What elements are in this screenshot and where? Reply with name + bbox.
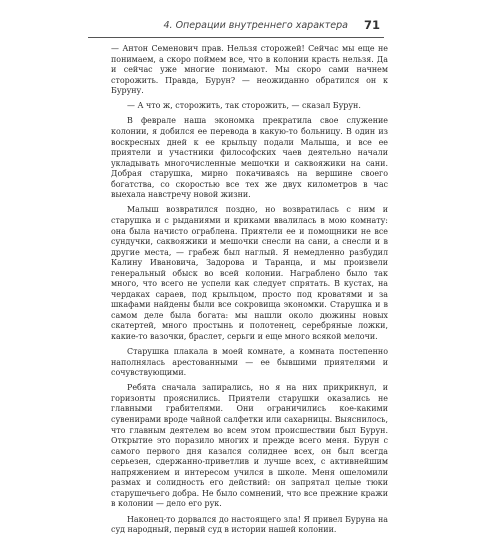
body-text [111,44,388,540]
page-number: 71 [364,18,381,32]
paragraph: Малыш возвратился поздно, но возвратилась с ним и старушка и с рыданиями и криками ввалилась в мою комнату: она была начисто ограблена. Приятели ее и помощники не все сундучки, саквояжики и мешочки снесли на сани, а снесли и в другие места, — грабеж был наглый. Я немедленно разбудил Калину Ивановича, Задорова и Таранца, и мы произвели генеральный обыск во всей колонии. Награблено было так много, что всего не успели как следует спрятать. В кустах, на чердаках сараев, под крыльцом, просто под кроватями и за шкафами найдены были все сокровища экономки. Старушка и в самом деле была богата: мы нашли около дюжины новых скатертей, много простынь и полотенец, серебряные ложки, какие-то вазочки, браслет, серьги и еще много всякой мелочи. [111,205,388,341]
paragraph: Ребята сначала запирались, но я на них прикрикнул, и горизонты прояснились. Приятели старушки оказались не главными грабителями. Они ограничились кое-какими сувенирами вроде чайной салфетки или сахарницы. Выяснилось, что главным деятелем во всем этом происшествии был Бурун. Открытие это поразило многих и прежде всего меня. Бурун с самого первого дня казался солиднее всех, он был всегда серьезен, сдержанно-приветлив и лучше всех, с активнейшим напряжением и интересом учился в школе. Меня ошеломили размах и солидность его действий: он запрятал целые тюки старушечьего добра. Не было сомнений, что все прежние кражи в колонии — дело его рук. [111,383,388,509]
header-rule [88,37,384,38]
paragraph: Старушка плакала в моей комнате, а комната постепенно наполнялась арестованными — ее бывшими приятелями и сочувствующими. [111,347,388,378]
paragraph: — А что ж, сторожить, так сторожить, — сказал Бурун. [127,101,361,111]
paragraph: Наконец-то дорвался до настоящего зла! Я привел Буруна на суд народный, первый суд в истории нашей колонии. [111,514,388,535]
paragraph: В феврале наша экономка прекратила свое служение колонии, я добился ее перевода в какую-то больницу. В один из воскресных дней к ее крыльцу подали Малыша, и все ее приятели и участники философских чаев деятельно начали укладывать многочисленные мешочки и саквояжики на сани. Добрая старушка, мирно покачиваясь на вершине своего богатства, со скоростью все тех же двух километров в час выехала навстречу новой жизни. [111,116,388,200]
running-header [0,18,500,38]
chapter-running-title: 4. Операции внутреннего характера [163,20,348,31]
paragraph-continued: — Антон Семенович прав. Нельзя сторожей! Сейчас мы еще не понимаем, а скоро поймем все, что в колонии красть нельзя. Да и сейчас уже многие понимают. Мы скоро сами начнем сторожить. Правда, Бурун? — неожиданно обратился он к Буруну. [111,44,388,96]
